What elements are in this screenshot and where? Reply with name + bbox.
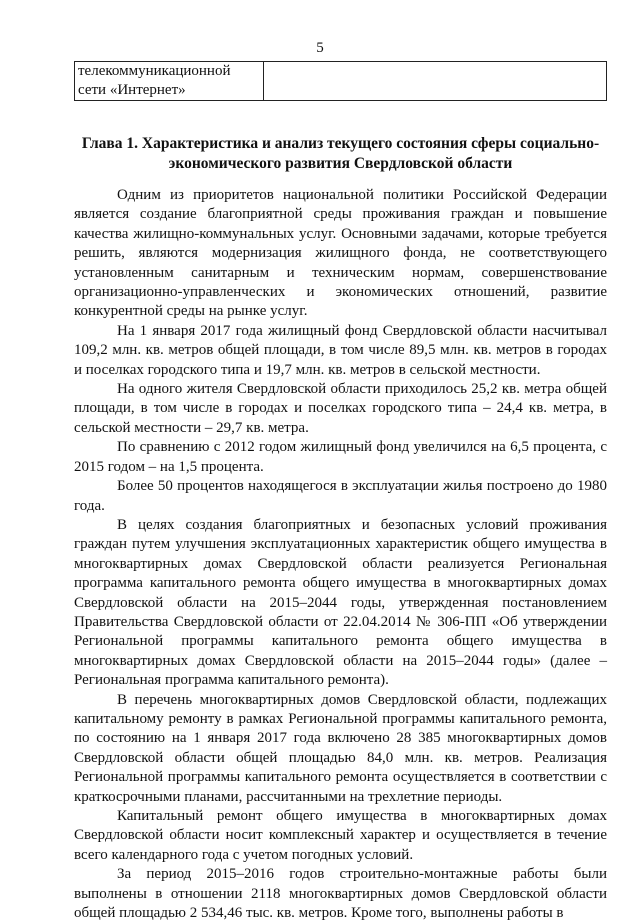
paragraph: За период 2015–2016 годов строительно-монтажные работы были выполнены в отношении 2118 многоквартирных домов Свердловской области общей площадью 2 534,46 тыс. кв. метров. Кроме того, выполнены работы в — [74, 866, 607, 922]
paragraph: На 1 января 2017 года жилищный фонд Свердловской области насчитывал 109,2 млн. кв. метров общей площади, в том числе 89,5 млн. кв. метров в городах и поселках городского типа и 19,7 млн. кв. метров в сельской местности. — [74, 322, 607, 378]
chapter-title-line: Глава 1. Характеристика и анализ текущего состояния сферы социально- — [81, 135, 600, 152]
paragraph: В целях создания благоприятных и безопасных условий проживания граждан путем улучшения эксплуатационных характеристик общего имущества в многоквартирных домах Свердловской области реализуется Региональная программа капитального ремонта общего имущества в многоквартирных домах Свердловской области на 2015–2044 годы, утвержденная постановлением Правительства Свердловской области от 22.04.2014 № 306-ПП «Об утверждении Региональной программы капитального ремонта общего имущества в многоквартирных домах Свердловской области на 2015–2044 годы» (далее – Региональная программа капитального ремонта). — [74, 516, 607, 689]
table-cell-line: сети «Интернет» — [78, 82, 186, 98]
table-cell-left — [75, 62, 264, 101]
table-cell-line: телекоммуникационной — [78, 63, 231, 79]
body-text — [74, 186, 607, 923]
paragraph: В перечень многоквартирных домов Свердловской области, подлежащих капитальному ремонту в рамках Региональной программы капитального ремонта, по состоянию на 1 января 2017 года включено 28 385 многоквартирных домов Свердловской области общей площадью 84,0 млн. кв. метров. Реализация Региональной программы капитального ремонта осуществляется в соответствии с краткосрочными планами, рассчитанными на трехлетние периоды. — [74, 691, 607, 805]
continuation-table — [74, 61, 607, 101]
paragraph: Более 50 процентов находящегося в эксплуатации жилья построено до 1980 года. — [74, 478, 607, 514]
table-row — [75, 62, 607, 101]
page-number: 5 — [316, 40, 324, 56]
paragraph: Одним из приоритетов национальной политики Российской Федерации является создание благоприятной среды проживания граждан и повышение качества жилищно-коммунальных услуг. Основными задачами, которые требуется решить, являются модернизация жилищного фонда, не соответствующего установленным санитарным и техническим нормам, совершенствование организационно-управленческих и экономических отношений, развитие конкурентной среды на рынке услуг. — [74, 187, 607, 320]
paragraph: На одного жителя Свердловской области приходилось 25,2 кв. метра общей площади, в том числе в городах и поселках городского типа – 24,4 кв. метра, в сельской местности – 29,7 кв. метра. — [74, 381, 607, 436]
chapter-title — [74, 134, 607, 174]
chapter-title-line: экономического развития Свердловской области — [168, 155, 513, 172]
table-cell-right — [264, 62, 607, 101]
paragraph: По сравнению с 2012 годом жилищный фонд увеличился на 6,5 процента, с 2015 годом – на 1,5 процента. — [74, 439, 607, 475]
paragraph: Капитальный ремонт общего имущества в многоквартирных домах Свердловской области носит комплексный характер и осуществляется в течение всего календарного года с учетом погодных условий. — [74, 808, 607, 863]
